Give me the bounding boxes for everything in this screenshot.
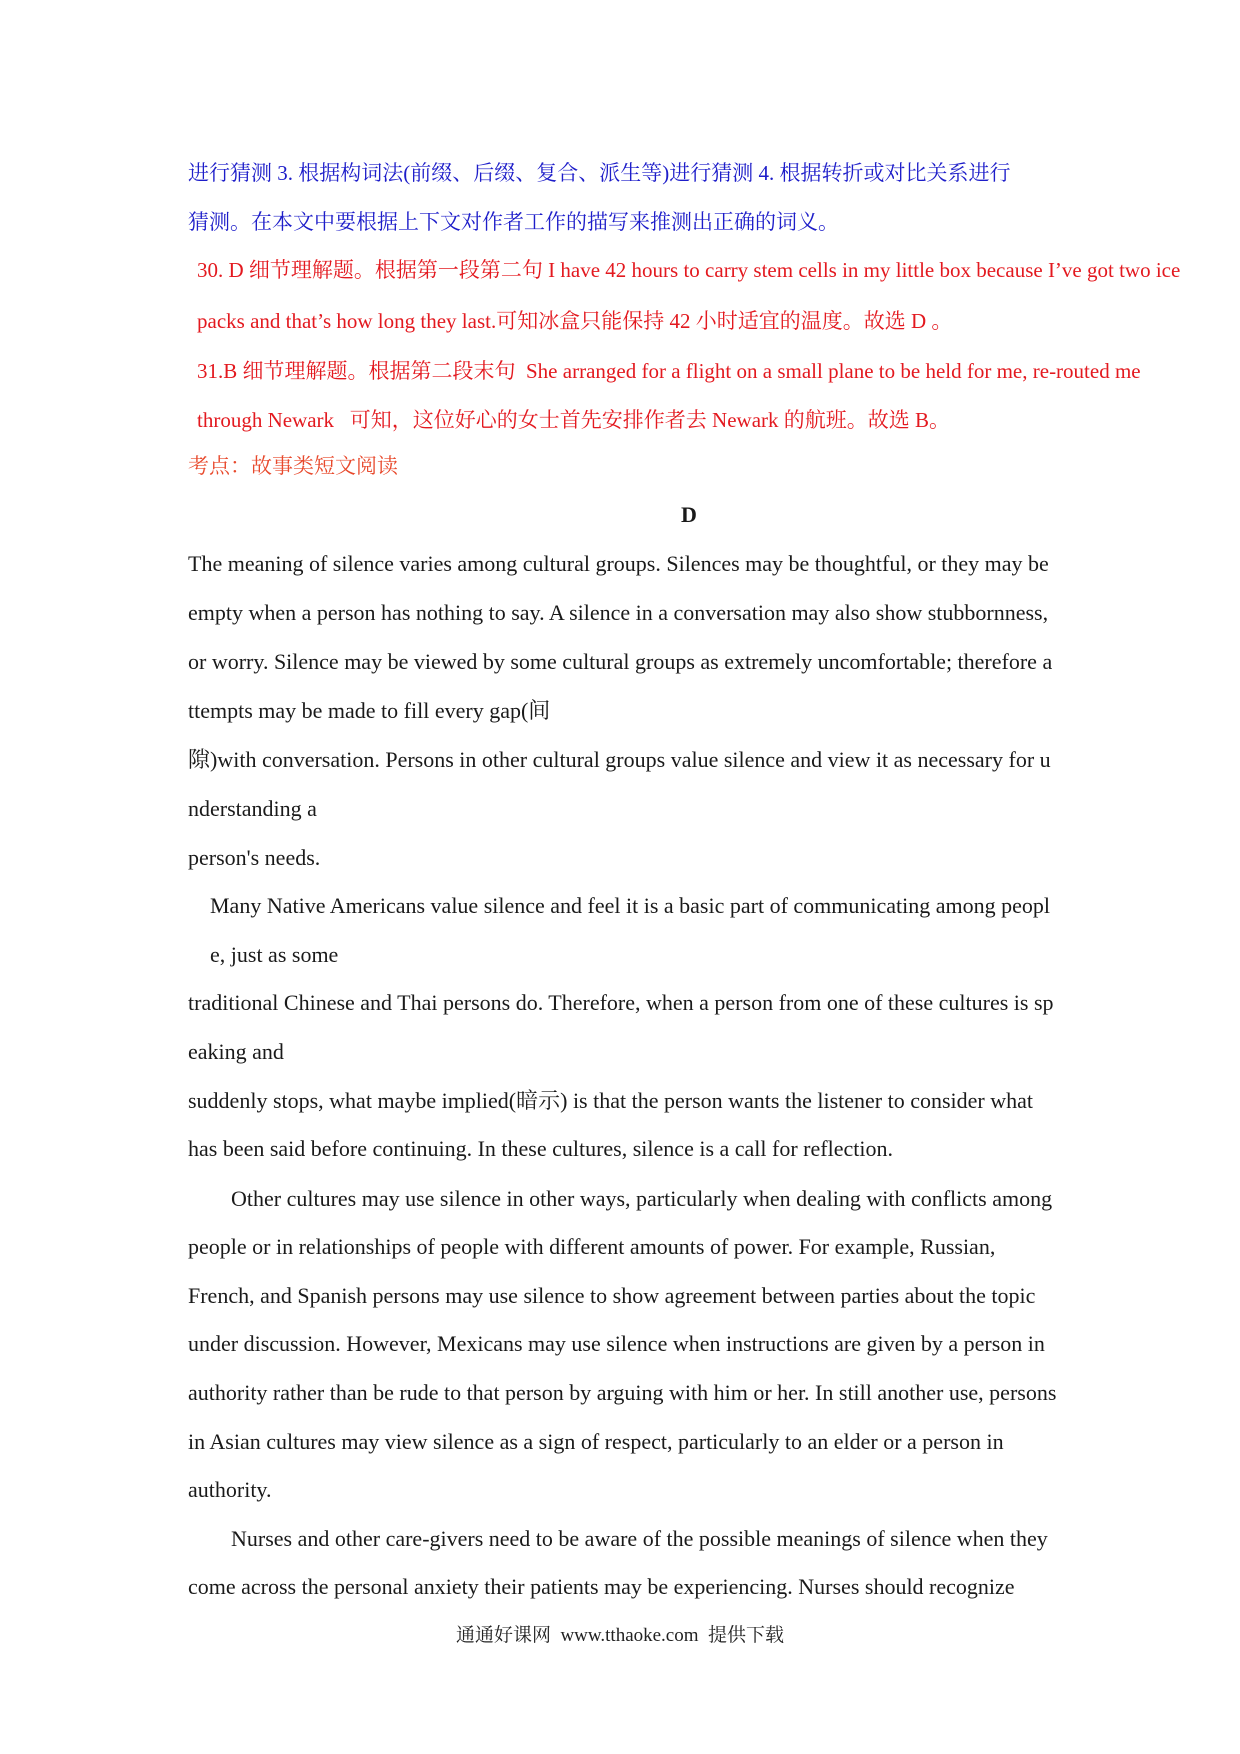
- passage-line: empty when a person has nothing to say. A silence in a conversation may also show stubbornness,: [188, 600, 1049, 625]
- passage-line: Many Native Americans value silence and feel it is a basic part of communicating among peopl: [210, 893, 1051, 918]
- passage-line: person's needs.: [188, 845, 321, 870]
- answer-line-30: 30. D 细节理解题。根据第一段第二句 I have 42 hours to carry stem cells in my little box because I’ve got two ice: [197, 258, 1181, 282]
- passage-line: come across the personal anxiety their patients may be experiencing. Nurses should recognize: [188, 1574, 1015, 1599]
- explanation-line: 进行猜测 3. 根据构词法(前缀、后缀、复合、派生等)进行猜测 4. 根据转折或对比关系进行: [188, 161, 1011, 185]
- passage-line: suddenly stops, what maybe implied(暗示) is that the person wants the listener to consider what: [188, 1088, 1034, 1113]
- passage-line: authority.: [188, 1477, 272, 1502]
- passage-line: ttempts may be made to fill every gap(间: [188, 698, 551, 723]
- answer-line-30-continued: packs and that’s how long they last.可知冰盒只能保持 42 小时适宜的温度。故选 D 。: [197, 309, 953, 333]
- passage-line: people or in relationships of people with different amounts of power. For example, Russian,: [188, 1234, 996, 1259]
- passage-line: or worry. Silence may be viewed by some cultural groups as extremely uncomfortable; therefore a: [188, 649, 1053, 674]
- passage-line: e, just as some: [210, 942, 339, 967]
- passage-line: authority rather than be rude to that person by arguing with him or her. In still another use, persons: [188, 1380, 1057, 1405]
- passage-line: under discussion. However, Mexicans may use silence when instructions are given by a person in: [188, 1331, 1045, 1356]
- page-footer: 通通好课网 www.tthaoke.com 提供下载: [455, 1625, 785, 1646]
- passage-heading: D: [681, 502, 697, 527]
- answer-line-31: 31.B 细节理解题。根据第二段末句 She arranged for a flight on a small plane to be held for me, re-routed me: [197, 359, 1141, 383]
- passage-line: Other cultures may use silence in other ways, particularly when dealing with conflicts among: [231, 1186, 1053, 1211]
- passage-line: traditional Chinese and Thai persons do. Therefore, when a person from one of these cultures is sp: [188, 990, 1054, 1015]
- passage-line: The meaning of silence varies among cultural groups. Silences may be thoughtful, or they may be: [188, 551, 1049, 576]
- passage-line: French, and Spanish persons may use silence to show agreement between parties about the topic: [188, 1283, 1036, 1308]
- passage-line: Nurses and other care-givers need to be aware of the possible meanings of silence when they: [231, 1526, 1048, 1551]
- exam-point-label: 考点：故事类短文阅读: [188, 454, 398, 478]
- passage-line: in Asian cultures may view silence as a sign of respect, particularly to an elder or a person in: [188, 1429, 1004, 1454]
- explanation-line: 猜测。在本文中要根据上下文对作者工作的描写来推测出正确的词义。: [188, 210, 839, 234]
- passage-line: nderstanding a: [188, 796, 317, 821]
- answer-line-31-continued: through Newark 可知，这位好心的女士首先安排作者去 Newark 的航班。故选 B。: [197, 408, 951, 432]
- passage-line: 隙)with conversation. Persons in other cultural groups value silence and view it as necessary for u: [188, 747, 1051, 772]
- passage-line: eaking and: [188, 1039, 284, 1064]
- passage-line: has been said before continuing. In these cultures, silence is a call for reflection.: [188, 1136, 893, 1161]
